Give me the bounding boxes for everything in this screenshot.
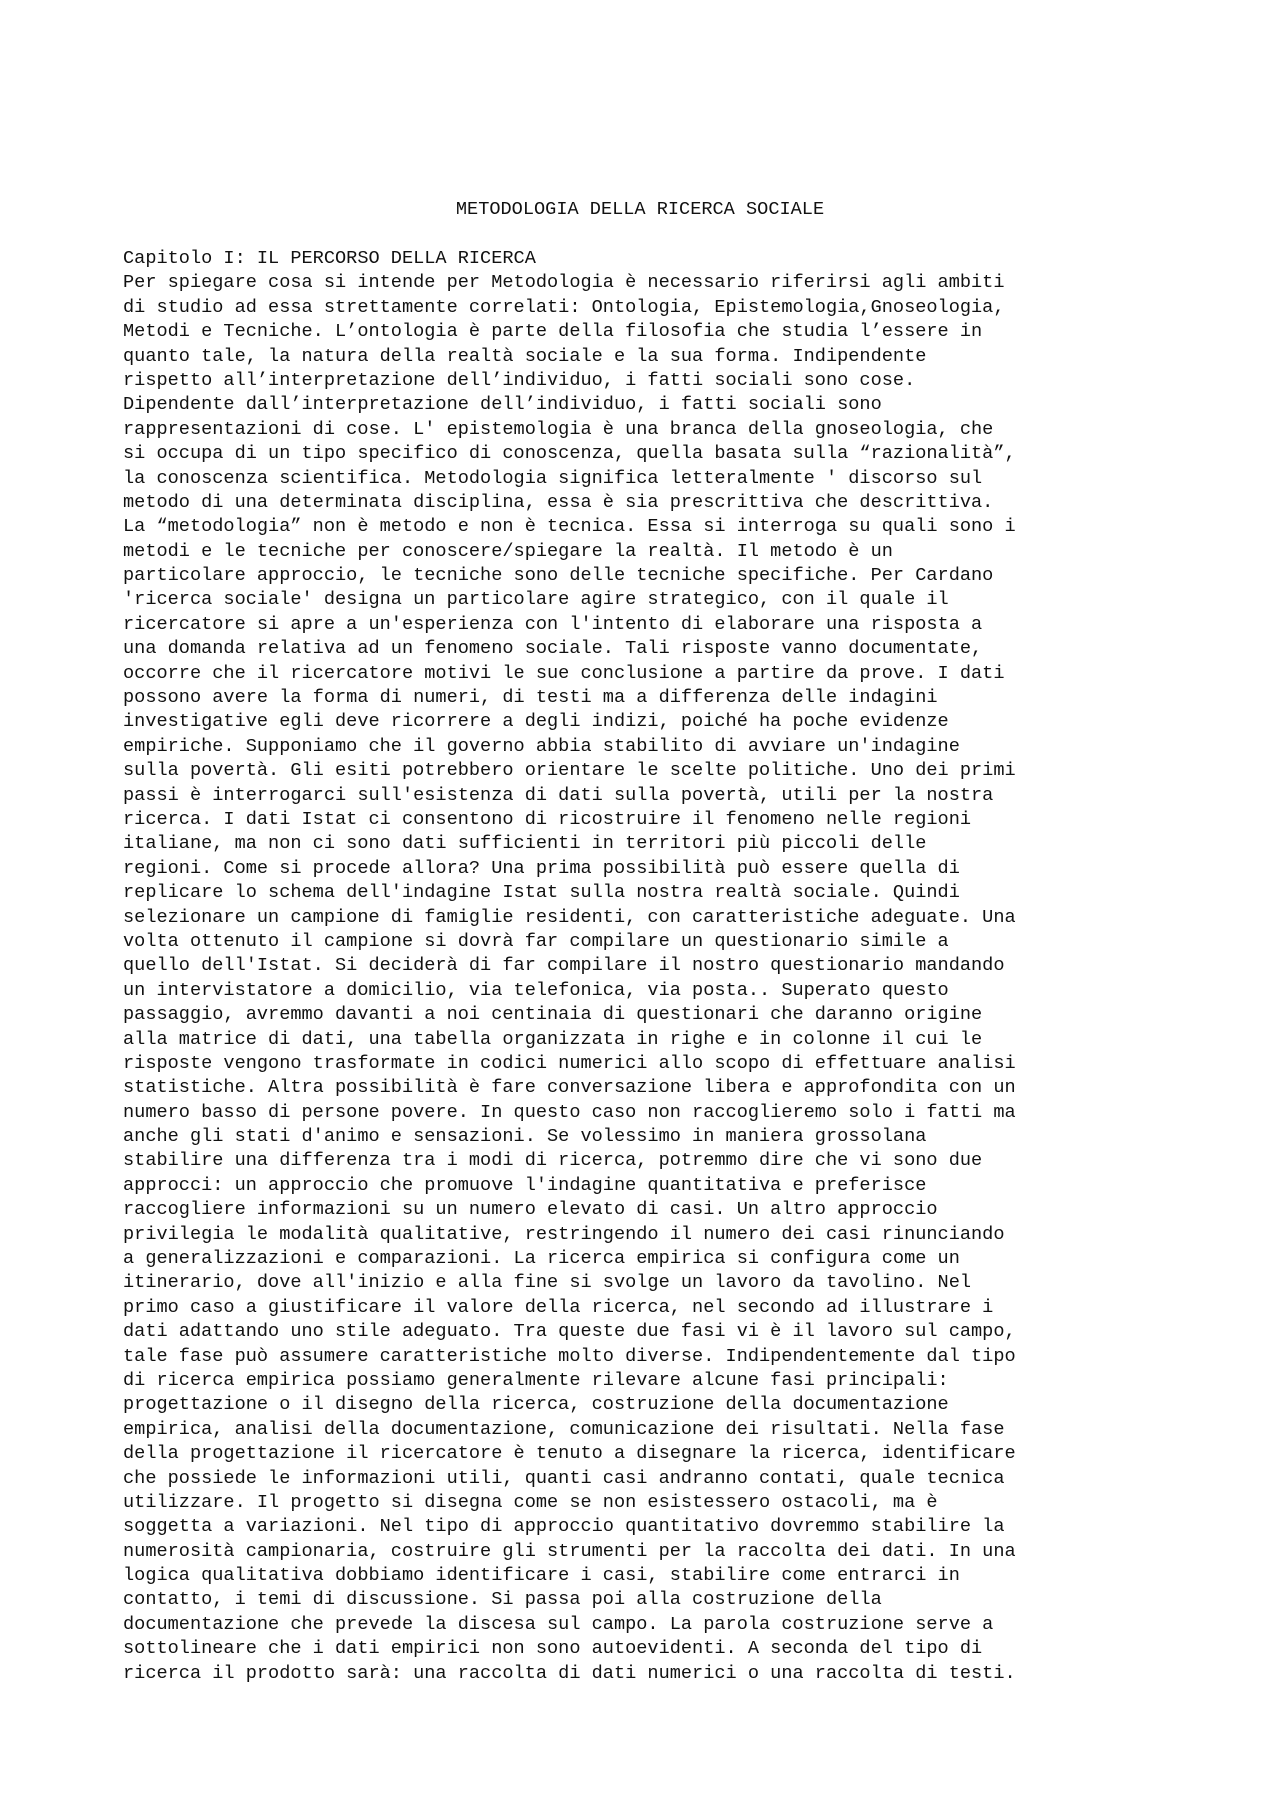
body-line: passi è interrogarci sull'esistenza di dati sulla povertà, utili per la nostra [123, 784, 994, 806]
body-line: ricercatore si apre a un'esperienza con l'intento di elaborare una risposta a [123, 613, 983, 635]
body-line: alla matrice di dati, una tabella organizzata in righe e in colonne il cui le [123, 1028, 983, 1050]
body-line: logica qualitativa dobbiamo identificare i casi, stabilire come entrarci in [123, 1565, 960, 1587]
body-line: metodo di una determinata disciplina, essa è sia prescrittiva che descrittiva. [123, 491, 994, 513]
body-line: soggetta a variazioni. Nel tipo di approccio quantitativo dovremmo stabilire la [123, 1516, 1005, 1538]
body-line: Dipendente dall’interpretazione dell’individuo, i fatti sociali sono [123, 394, 882, 416]
body-line: numero basso di persone povere. In questo caso non raccoglieremo solo i fatti ma [123, 1101, 1016, 1123]
body-line: primo caso a giustificare il valore della ricerca, nel secondo ad illustrare i [123, 1296, 994, 1318]
body-line: Per spiegare cosa si intende per Metodologia è necessario riferirsi agli ambiti [123, 272, 1005, 294]
body-line: che possiede le informazioni utili, quanti casi andranno contati, quale tecnica [123, 1467, 1005, 1489]
body-line: 'ricerca sociale' designa un particolare agire strategico, con il quale il [123, 589, 949, 611]
body-line: metodi e le tecniche per conoscere/spiegare la realtà. Il metodo è un [123, 540, 893, 562]
chapter-heading: Capitolo I: IL PERCORSO DELLA RICERCA [123, 248, 536, 269]
body-line: utilizzare. Il progetto si disegna come se non esistessero ostacoli, ma è [123, 1491, 938, 1513]
body-line: ricerca il prodotto sarà: una raccolta di dati numerici o una raccolta di testi. [123, 1662, 1016, 1684]
body-line: rappresentazioni di cose. L' epistemologia è una branca della gnoseologia, che [123, 418, 994, 440]
body-line: numerosità campionaria, costruire gli strumenti per la raccolta dei dati. In una [123, 1540, 1016, 1562]
body-line: stabilire una differenza tra i modi di ricerca, potremmo dire che vi sono due [123, 1150, 983, 1172]
body-line: contatto, i temi di discussione. Si passa poi alla costruzione della [123, 1589, 882, 1611]
body-line: della progettazione il ricercatore è tenuto a disegnare la ricerca, identificare [123, 1443, 1016, 1465]
body-line: empirica, analisi della documentazione, comunicazione dei risultati. Nella fase [123, 1418, 1005, 1440]
body-line: quello dell'Istat. Si deciderà di far compilare il nostro questionario mandando [123, 955, 1005, 977]
body-line: risposte vengono trasformate in codici numerici allo scopo di effettuare analisi [123, 1052, 1016, 1074]
body-line: progettazione o il disegno della ricerca, costruzione della documentazione [123, 1394, 949, 1416]
body-line: privilegia le modalità qualitative, restringendo il numero dei casi rinunciando [123, 1223, 1005, 1245]
body-line: sulla povertà. Gli esiti potrebbero orientare le scelte politiche. Uno dei primi [123, 760, 1016, 782]
body-line: sottolineare che i dati empirici non sono autoevidenti. A seconda del tipo di [123, 1638, 983, 1660]
body-line: statistiche. Altra possibilità è fare conversazione libera e approfondita con un [123, 1077, 1016, 1099]
body-line: a generalizzazioni e comparazioni. La ricerca empirica si configura come un [123, 1248, 960, 1270]
body-line: raccogliere informazioni su un numero elevato di casi. Un altro approccio [123, 1199, 938, 1221]
body-line: approcci: un approccio che promuove l'indagine quantitativa e preferisce [123, 1174, 927, 1196]
body-line: italiane, ma non ci sono dati sufficienti in territori più piccoli delle [123, 833, 927, 855]
body-line: si occupa di un tipo specifico di conoscenza, quella basata sulla “razionalità”, [123, 443, 1016, 465]
body-line: documentazione che prevede la discesa sul campo. La parola costruzione serve a [123, 1613, 994, 1635]
body-line: una domanda relativa ad un fenomeno sociale. Tali risposte vanno documentate, [123, 638, 983, 660]
body-line: Metodi e Tecniche. L’ontologia è parte della filosofia che studia l’essere in [123, 321, 983, 343]
body-line: di ricerca empirica possiamo generalmente rilevare alcune fasi principali: [123, 1369, 949, 1391]
body-line: La “metodologia” non è metodo e non è tecnica. Essa si interroga su quali sono i [123, 516, 1016, 538]
body-line: la conoscenza scientifica. Metodologia significa letteralmente ' discorso sul [123, 467, 983, 489]
body-line: selezionare un campione di famiglie residenti, con caratteristiche adeguate. Una [123, 906, 1016, 928]
body-line: occorre che il ricercatore motivi le sue conclusione a partire da prove. I dati [123, 662, 1005, 684]
body-line: tale fase può assumere caratteristiche molto diverse. Indipendentemente dal tipo [123, 1345, 1016, 1367]
body-line: investigative egli deve ricorrere a degli indizi, poiché ha poche evidenze [123, 711, 949, 733]
body-line: passaggio, avremmo davanti a noi centinaia di questionari che daranno origine [123, 1004, 983, 1026]
body-line: possono avere la forma di numeri, di testi ma a differenza delle indagini [123, 687, 938, 709]
body-line: quanto tale, la natura della realtà sociale e la sua forma. Indipendente [123, 345, 927, 367]
body-line: di studio ad essa strettamente correlati: Ontologia, Epistemologia,Gnoseologia, [123, 296, 1005, 318]
body-line: replicare lo schema dell'indagine Istat sulla nostra realtà sociale. Quindi [123, 882, 960, 904]
document-body [123, 247, 1016, 1686]
body-line: ricerca. I dati Istat ci consentono di ricostruire il fenomeno nelle regioni [123, 808, 972, 830]
document-title: METODOLOGIA DELLA RICERCA SOCIALE [455, 199, 825, 220]
body-line: itinerario, dove all'inizio e alla fine si svolge un lavoro da tavolino. Nel [123, 1272, 972, 1294]
body-line: rispetto all’interpretazione dell’individuo, i fatti sociali sono cose. [123, 369, 916, 391]
body-line: un intervistatore a domicilio, via telefonica, via posta.. Superato questo [123, 979, 949, 1001]
body-line: empiriche. Supponiamo che il governo abbia stabilito di avviare un'indagine [123, 735, 960, 757]
body-line: anche gli stati d'animo e sensazioni. Se volessimo in maniera grossolana [123, 1126, 927, 1148]
body-line: dati adattando uno stile adeguato. Tra queste due fasi vi è il lavoro sul campo, [123, 1321, 1016, 1343]
body-line: regioni. Come si procede allora? Una prima possibilità può essere quella di [123, 857, 960, 879]
body-line: volta ottenuto il campione si dovrà far compilare un questionario simile a [123, 930, 949, 952]
body-line: particolare approccio, le tecniche sono delle tecniche specifiche. Per Cardano [123, 565, 994, 587]
